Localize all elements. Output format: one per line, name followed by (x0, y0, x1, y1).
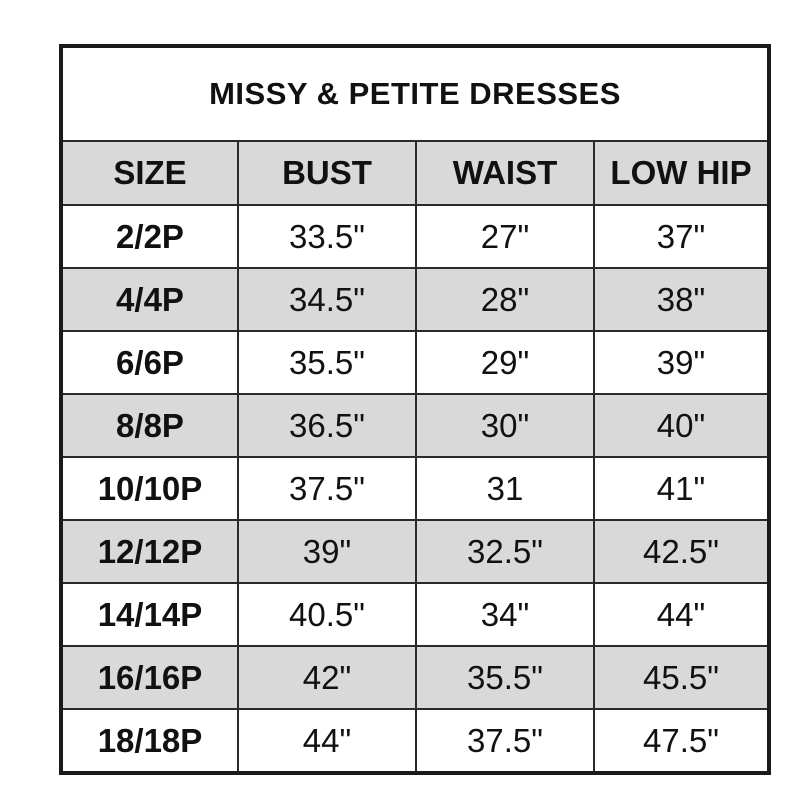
table-row (61, 520, 769, 583)
title-row (61, 46, 769, 141)
table-row (61, 205, 769, 268)
size-cell: 10/10P (61, 457, 238, 520)
header-bust: BUST (238, 141, 416, 205)
table-row (61, 646, 769, 709)
size-cell: 12/12P (61, 520, 238, 583)
header-row (61, 141, 769, 205)
table-row (61, 268, 769, 331)
low-hip-cell: 39" (594, 331, 769, 394)
waist-cell: 28" (416, 268, 594, 331)
table-row (61, 331, 769, 394)
waist-cell: 29" (416, 331, 594, 394)
low-hip-cell: 37" (594, 205, 769, 268)
header-low-hip: LOW HIP (594, 141, 769, 205)
bust-cell: 37.5" (238, 457, 416, 520)
bust-cell: 40.5" (238, 583, 416, 646)
table-row (61, 394, 769, 457)
low-hip-cell: 47.5" (594, 709, 769, 773)
low-hip-cell: 38" (594, 268, 769, 331)
table-row (61, 583, 769, 646)
size-cell: 6/6P (61, 331, 238, 394)
size-cell: 2/2P (61, 205, 238, 268)
size-cell: 18/18P (61, 709, 238, 773)
low-hip-cell: 44" (594, 583, 769, 646)
low-hip-cell: 42.5" (594, 520, 769, 583)
table-row (61, 457, 769, 520)
waist-cell: 27" (416, 205, 594, 268)
waist-cell: 30" (416, 394, 594, 457)
bust-cell: 42" (238, 646, 416, 709)
size-cell: 4/4P (61, 268, 238, 331)
chart-title: MISSY & PETITE DRESSES (61, 46, 769, 141)
header-size: SIZE (61, 141, 238, 205)
waist-cell: 34" (416, 583, 594, 646)
table-row (61, 709, 769, 773)
bust-cell: 39" (238, 520, 416, 583)
low-hip-cell: 45.5" (594, 646, 769, 709)
waist-cell: 32.5" (416, 520, 594, 583)
waist-cell: 31 (416, 457, 594, 520)
low-hip-cell: 41" (594, 457, 769, 520)
bust-cell: 35.5" (238, 331, 416, 394)
bust-cell: 44" (238, 709, 416, 773)
size-chart-table (59, 44, 771, 775)
size-cell: 14/14P (61, 583, 238, 646)
low-hip-cell: 40" (594, 394, 769, 457)
size-cell: 8/8P (61, 394, 238, 457)
bust-cell: 34.5" (238, 268, 416, 331)
waist-cell: 35.5" (416, 646, 594, 709)
header-waist: WAIST (416, 141, 594, 205)
waist-cell: 37.5" (416, 709, 594, 773)
bust-cell: 36.5" (238, 394, 416, 457)
size-cell: 16/16P (61, 646, 238, 709)
bust-cell: 33.5" (238, 205, 416, 268)
